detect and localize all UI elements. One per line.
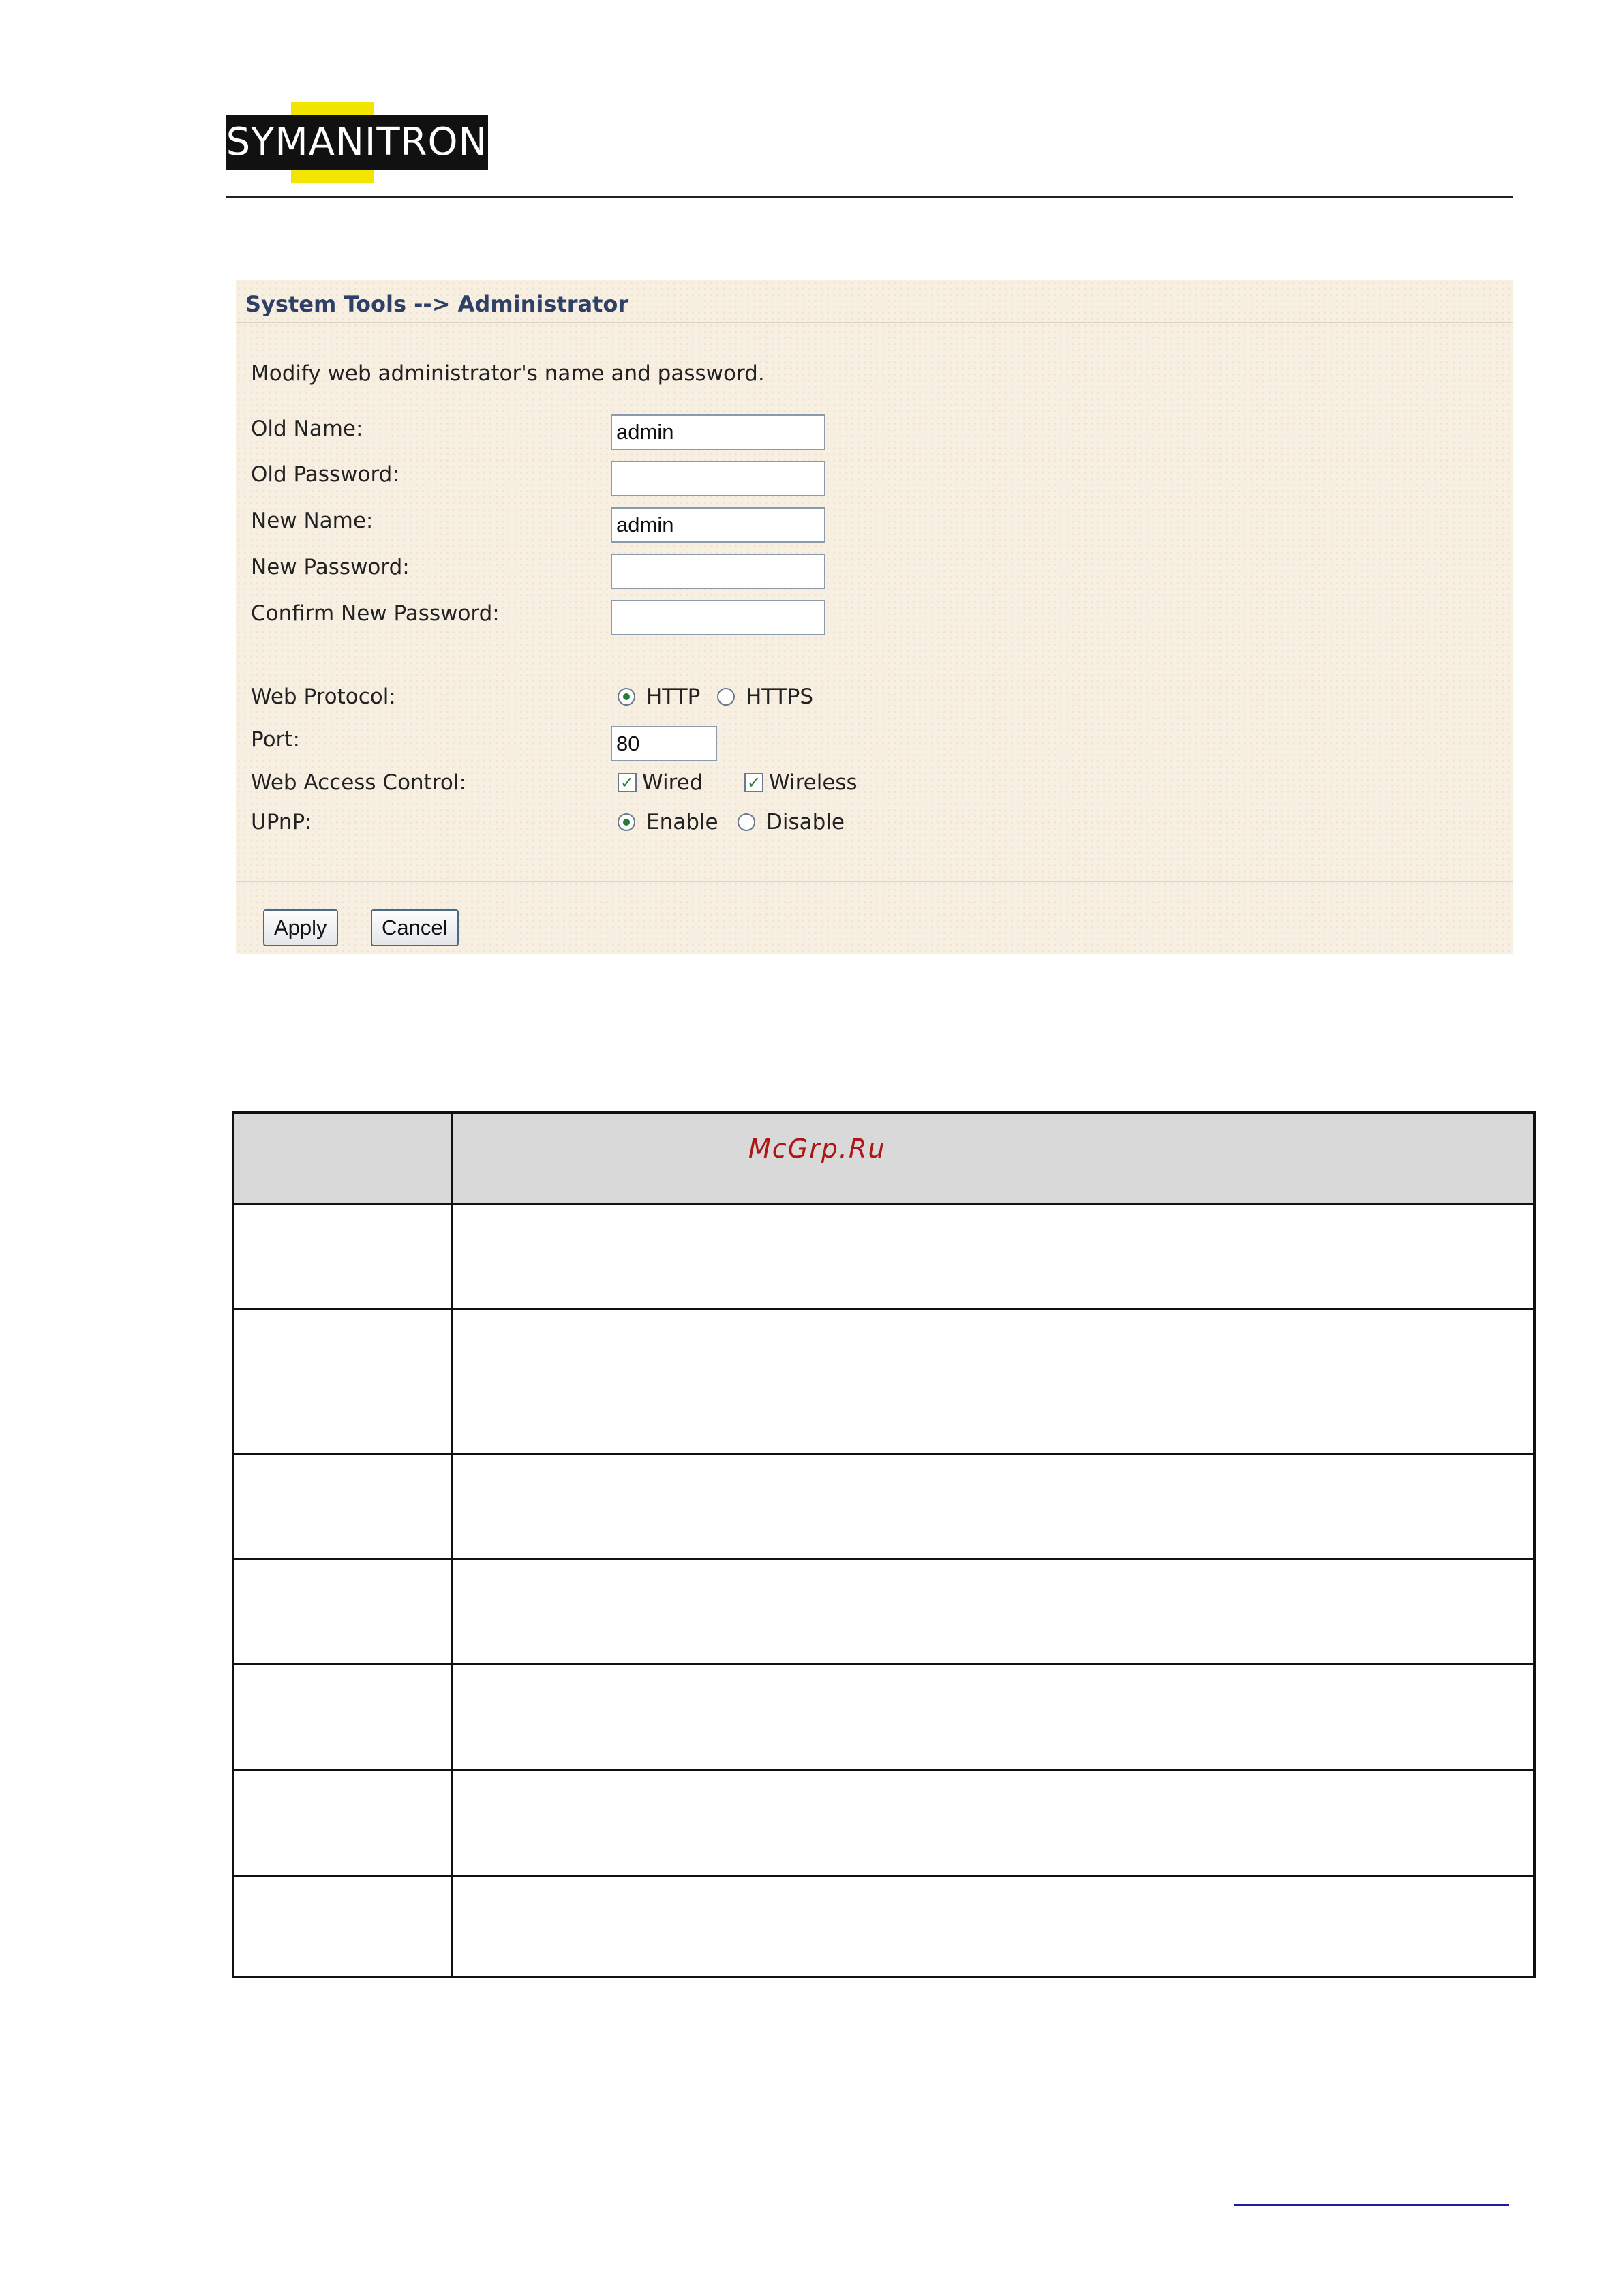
table-row-divider [234,1663,1533,1665]
disable-radio-icon[interactable] [738,813,755,831]
old-name-label: Old Name: [251,417,363,441]
table-row-divider [234,1453,1533,1455]
new-password-input[interactable] [611,554,825,589]
header-divider [226,196,1513,198]
wireless-checkbox-icon[interactable]: ✓ [744,773,763,792]
enable-radio-icon[interactable] [618,813,635,831]
web-access-control-label: Web Access Control: [251,770,466,795]
web-protocol-label: Web Protocol: [251,684,396,709]
panel-intro: Modify web administrator's name and password. [251,361,765,386]
access-wired-option[interactable] [618,770,703,795]
table-column-divider [451,1114,453,1976]
breadcrumb: System Tools --> Administrator [245,291,629,317]
table-row-divider [234,1558,1533,1560]
new-name-input[interactable] [611,507,825,543]
old-password-input[interactable] [611,461,825,496]
panel-bottom-divider [236,881,1513,882]
access-wireless-option[interactable] [744,770,858,795]
apply-button[interactable]: Apply [263,909,338,946]
footer-link-underline[interactable] [1234,2204,1509,2206]
enable-label: Enable [646,810,718,834]
parameter-table [232,1111,1536,1978]
confirm-password-label: Confirm New Password: [251,601,500,626]
https-label: HTTPS [746,684,814,709]
http-label: HTTP [646,684,701,709]
protocol-https-option[interactable] [717,684,813,709]
table-row-divider [234,1875,1533,1877]
old-name-input[interactable] [611,414,825,450]
logo-plate [226,115,488,170]
https-radio-icon[interactable] [717,688,735,706]
upnp-enable-option[interactable] [618,810,718,834]
upnp-label: UPnP: [251,810,312,834]
protocol-http-option[interactable] [618,684,700,709]
wired-checkbox-icon[interactable]: ✓ [618,773,637,792]
disable-label: Disable [766,810,845,834]
logo-text: SYMANITRON [226,120,488,164]
table-row-divider [234,1769,1533,1771]
new-name-label: New Name: [251,509,374,533]
port-input[interactable] [611,726,717,761]
wired-label: Wired [642,770,703,795]
brand-logo [226,102,488,183]
table-row-divider [234,1203,1533,1205]
port-label: Port: [251,727,300,752]
http-radio-icon[interactable] [618,688,635,706]
upnp-disable-option[interactable] [738,810,845,834]
table-row-divider [234,1308,1533,1310]
new-password-label: New Password: [251,555,410,579]
administrator-panel [236,280,1513,954]
wireless-label: Wireless [769,770,858,795]
confirm-password-input[interactable] [611,600,825,635]
panel-top-divider [236,322,1513,323]
watermark: McGrp.Ru [748,1134,886,1164]
cancel-button[interactable]: Cancel [371,909,459,946]
old-password-label: Old Password: [251,462,399,487]
